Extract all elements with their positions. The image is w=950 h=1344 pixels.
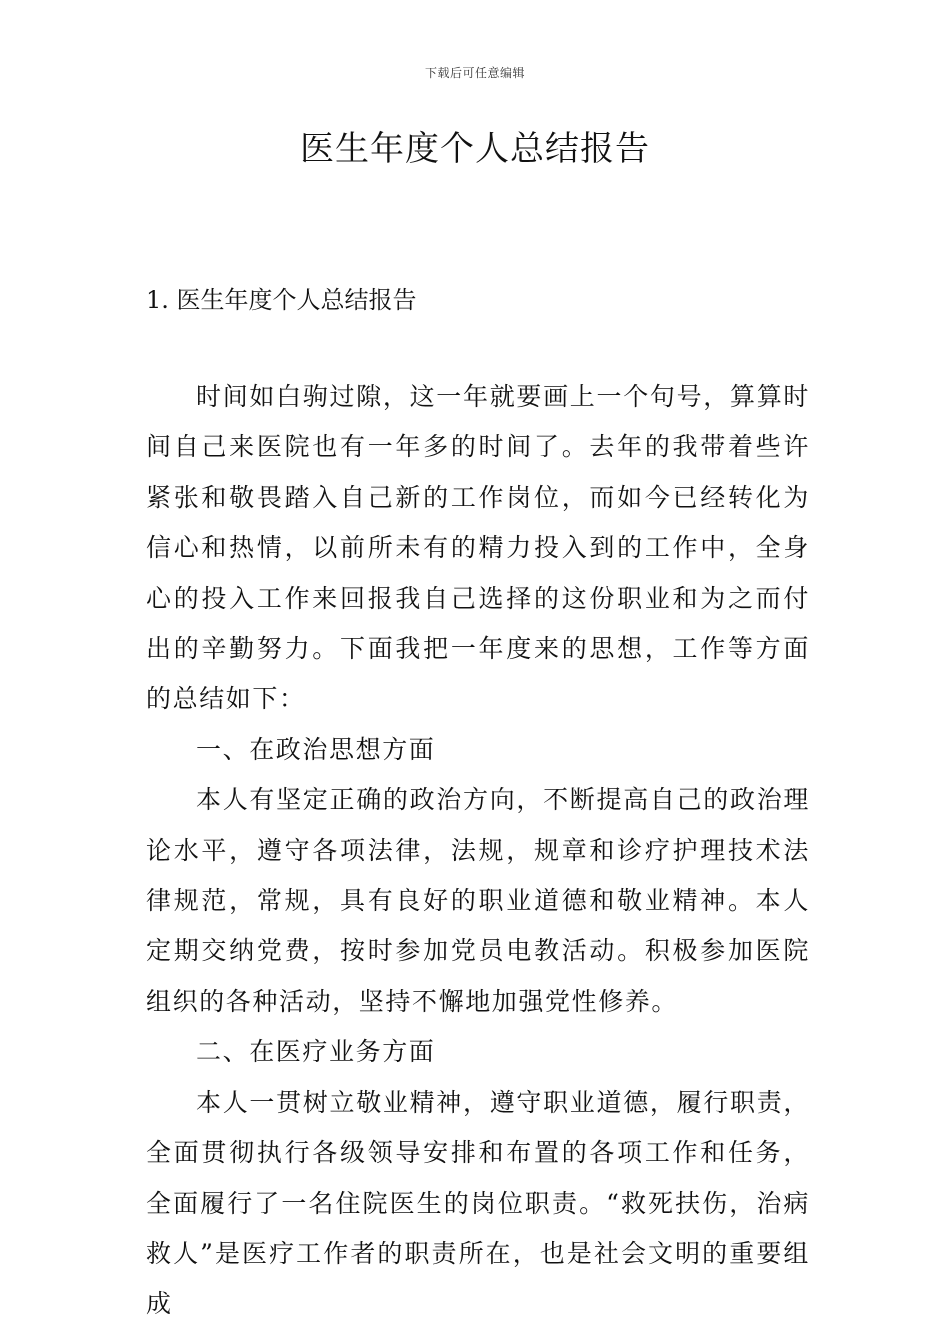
section-heading: 1. 医生年度个人总结报告 bbox=[146, 286, 417, 314]
header-note: 下载后可任意编辑 bbox=[424, 66, 525, 80]
intro-paragraph: 时间如白驹过隙，这一年就要画上一个句号，算算时间自己来医院也有一年多的时间了。去年的我带着些许紧张和敬畏踏入自己新的工作岗位，而如今已经转化为信心和热情，以前所未有的精力投入到的工作中，全身心的投入工作来回报我自己选择的这份职业和为之而付出的辛勤努力。下面我把一年度来的思想，工作等方面的总结如下： bbox=[146, 382, 810, 714]
document-body bbox=[146, 372, 810, 1330]
political-paragraph: 本人有坚定正确的政治方向，不断提高自己的政治理论水平，遵守各项法律，法规，规章和诊疗护理技术法律规范，常规，具有良好的职业道德和敬业精神。本人定期交纳党费，按时参加党员电教活动。积极参加医院组织的各种活动，坚持不懈地加强党性修养。 bbox=[146, 785, 810, 1016]
document-title: 医生年度个人总结报告 bbox=[300, 129, 650, 169]
medical-paragraph: 本人一贯树立敬业精神，遵守职业道德，履行职责，全面贯彻执行各级领导安排和布置的各项工作和任务，全面履行了一名住院医生的岗位职责。“救死扶伤，治病救人”是医疗工作者的职责所在，也是社会文明的重要组成 bbox=[146, 1087, 810, 1319]
subheading-political: 一、在政治思想方面 bbox=[196, 734, 436, 764]
subheading-medical: 二、在医疗业务方面 bbox=[196, 1037, 436, 1067]
